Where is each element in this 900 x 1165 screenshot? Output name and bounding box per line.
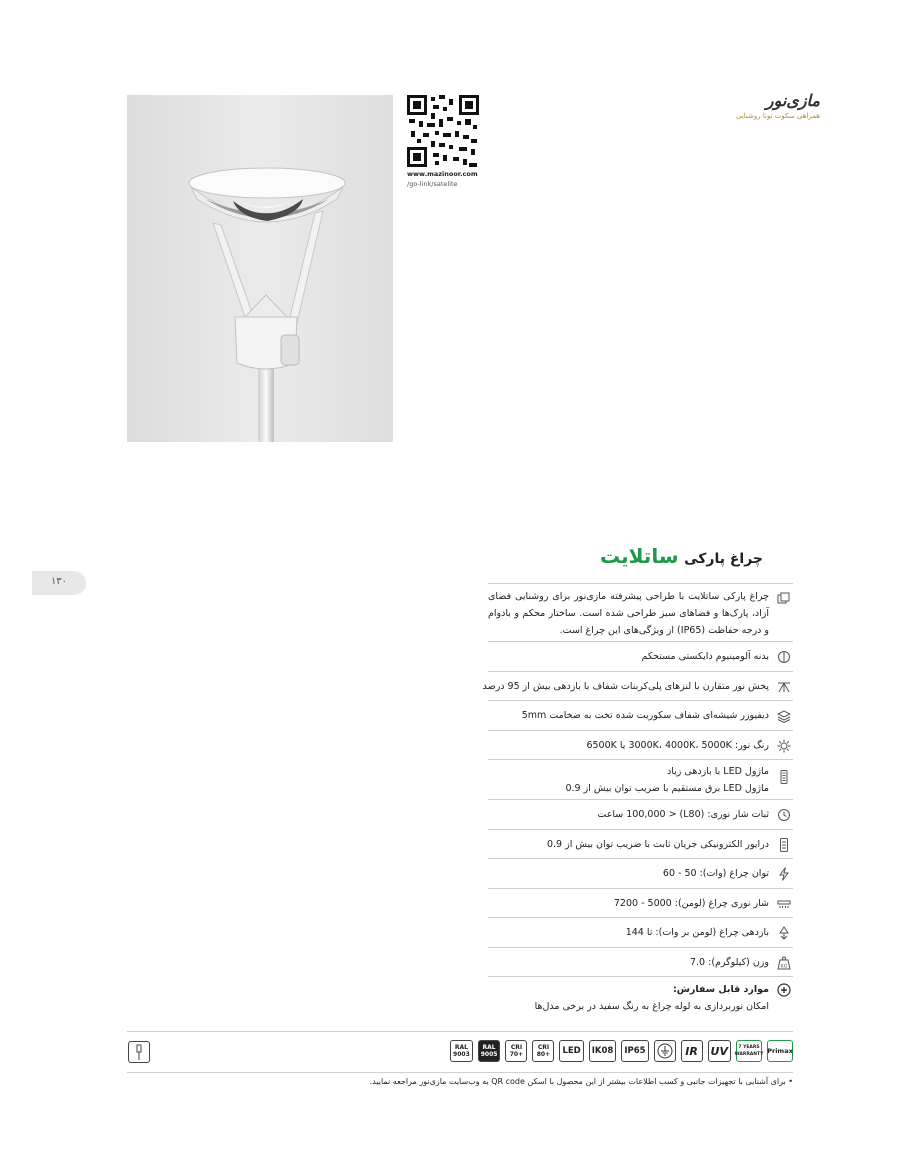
badge-label: CRI [537,1044,550,1051]
spec-row [488,800,793,830]
svg-text:KG: KG [780,964,788,969]
badge-label: CRI [510,1044,523,1051]
title-name: ساتلایت [599,544,679,568]
footnote: • برای آشنایی با تجهیزات جانبی و کسب اطلاعات بیشتر از این محصول با اسکن QR code به وب‌سایت مازی‌نور مراجعه نمایید. [369,1077,793,1086]
spec-text: ثبات شار نوری: (L80) < 100,000 ساعت [597,809,769,820]
badge-label: IK08 [591,1045,614,1056]
cri70-badge [505,1040,527,1062]
logo-name: مازی‌نور [765,91,820,110]
plus-circle-icon [777,983,791,997]
badge-label: IP65 [624,1045,646,1056]
badge-label: IR [685,1044,698,1058]
earth-class-badge [654,1040,676,1062]
spec-text: توان چراغ (وات): 50 - 60 [662,868,769,879]
badge-label: 80+ [536,1051,551,1058]
cri80-badge [532,1040,554,1062]
page-number-tab [32,571,86,595]
lifetime-icon [777,808,791,822]
info-icon [777,592,791,606]
logo-tagline: همراهی سکوت تونا روشنایی [736,112,820,120]
badge-label: UV [710,1044,728,1058]
order-options-text: امکان نوربردازی به لوله چراغ به رنگ سفید در برخی مدل‌ها [534,1001,769,1012]
ik08-badge [589,1040,617,1062]
ral9003-badge [450,1040,473,1062]
spec-text: ماژول LED برق مستقیم با ضریب توان بیش از 0.9 [565,783,769,794]
spec-row [488,889,793,919]
primax-badge [767,1040,793,1062]
badge-label: 70+ [509,1051,524,1058]
die-cast-body-icon [777,650,791,664]
diffuser-layers-icon [777,709,791,723]
spec-row [488,918,793,948]
badge-label: WARRANTY [734,1052,764,1057]
led-module-icon [777,770,791,784]
qr-path: /go-link/satelite [407,180,458,188]
light-distribution-icon [777,680,791,694]
qr-url[interactable]: www.mazinoor.com [407,170,478,178]
spec-text: دیفیوزر شیشه‌ای شفاف سکوریت شده تخت به ضخامت 5mm [521,710,769,721]
lamp-type-icon [128,1041,150,1063]
spec-row [488,642,793,672]
spec-text: بدنه آلومینیوم دایکستی مستحکم [641,651,769,662]
spec-text: ماژول LED با بازدهی زیاد [667,766,769,777]
ip65-badge [621,1040,648,1062]
spec-text: درایور الکترونیکی جریان ثابت با ضریب توان بیش از 0.9 [546,838,769,850]
title-prefix: چراغ پارکی [684,551,763,567]
product-photo [127,95,393,442]
spec-row [488,859,793,889]
spec-text: بازدهی چراغ (لومن بر وات): تا 144 [625,927,769,938]
spec-text: وزن (کیلوگرم): 7.0 [689,956,769,968]
spec-list [482,583,793,1019]
spec-row [488,701,793,731]
order-options-heading: موارد قابل سفارش: [672,984,769,995]
badge-label: RAL [482,1044,496,1051]
badge-label: 9005 [480,1051,498,1058]
badge-label: Primax [767,1046,793,1055]
spec-row [488,948,793,978]
badge-row [450,1040,793,1062]
page-number: ۱۳۰ [50,576,68,587]
qr-code[interactable] [407,95,479,167]
earth-ground-icon [657,1043,673,1059]
driver-icon [777,838,791,852]
certification-bar [127,1031,793,1073]
qr-code-icon [407,95,479,167]
efficacy-icon [777,926,791,940]
spec-row [482,672,793,702]
led-badge [559,1040,583,1062]
sun-icon [777,739,791,753]
spec-text: شار نوری چراغ (لومن): 5000 - 7200 [613,897,769,909]
uv-badge [708,1040,731,1062]
spec-row [488,760,793,800]
description-row [488,584,793,642]
warranty-badge [736,1040,762,1062]
badge-label: LED [562,1045,581,1056]
product-title [600,544,763,568]
badge-label: 9003 [453,1051,470,1058]
ir-badge [681,1040,703,1062]
park-light-illustration [127,95,393,442]
ral9005-badge [478,1040,501,1062]
badge-label: 7 YEARS [738,1045,760,1050]
spec-text: رنگ نور: 3000K، 4000K، 5000K یا 6500K [586,739,769,751]
order-options-row [488,977,793,1019]
spec-row [488,731,793,761]
spec-text: پخش نور متقارن با لنزهای پلی‌کربنات شفاف با بازدهی بیش از 95 درصد [482,680,769,692]
weight-kg-icon [777,956,791,970]
power-bolt-icon [777,867,791,881]
brand-logo [730,92,820,130]
luminous-flux-icon [777,897,791,911]
spec-row [488,830,793,860]
badge-label: RAL [454,1044,468,1051]
description-text: چراغ پارکی ساتلایت با طراحی پیشرفته مازی‌نور برای روشنایی فضای آزاد، پارک‌ها و فضاهای سبز طراحی شده است. ساختار محکم و بادوام و درجه حفاظت (IP65) از ویژگی‌های این چراغ است. [488,591,769,636]
